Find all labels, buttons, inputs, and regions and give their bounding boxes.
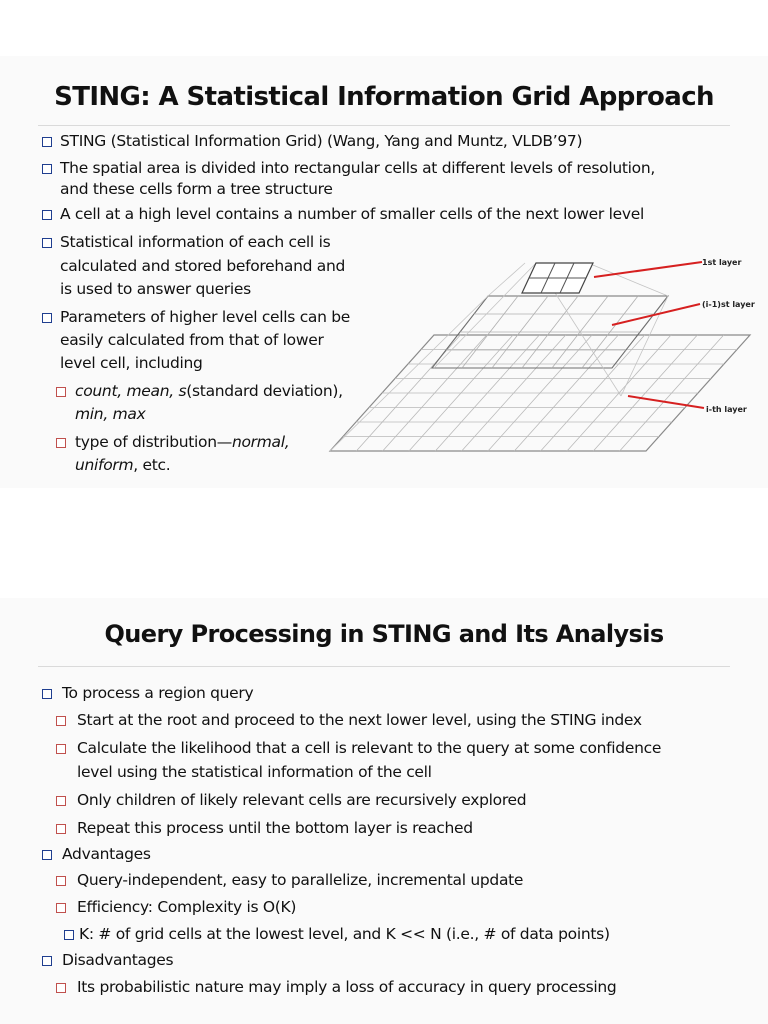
layer-connectors bbox=[330, 263, 668, 451]
bullet-continuation: easily calculated from that of lower bbox=[60, 331, 324, 349]
sub-bullet: Its probabilistic nature may imply a loss of accuracy in query processing bbox=[56, 976, 616, 999]
sub-bullet: Query-independent, easy to parallelize, incremental update bbox=[56, 869, 523, 892]
bullet: Parameters of higher level cells can be bbox=[42, 306, 350, 329]
sub-bullet-continuation: min, max bbox=[75, 405, 146, 423]
slide-title: STING: A Statistical Information Grid Approach bbox=[54, 82, 714, 112]
bullet-continuation: and these cells form a tree structure bbox=[60, 180, 333, 198]
bullet-continuation: calculated and stored beforehand and bbox=[60, 257, 346, 275]
sub-bullet: Only children of likely relevant cells are recursively explored bbox=[56, 789, 526, 812]
bullet-continuation: is used to answer queries bbox=[60, 280, 251, 298]
bullet: A cell at a high level contains a number of smaller cells of the next lower level bbox=[42, 203, 644, 226]
middle-layer-grid bbox=[432, 296, 668, 368]
label-1st-layer: 1st layer bbox=[702, 258, 742, 267]
slide-title: Query Processing in STING and Its Analysis bbox=[104, 620, 664, 648]
sub-bullet: type of distribution—normal, bbox=[56, 431, 289, 454]
pointer-1st-layer bbox=[594, 262, 702, 277]
sub-bullet: Calculate the likelihood that a cell is relevant to the query at some confidence bbox=[56, 737, 661, 760]
sub-bullet-continuation: uniform, etc. bbox=[75, 456, 171, 474]
sub-sub-bullet: K: # of grid cells at the lowest level, and K << N (i.e., # of data points) bbox=[64, 923, 610, 946]
top-layer-grid bbox=[522, 263, 593, 293]
bottom-layer-grid bbox=[330, 335, 750, 451]
bullet: Disadvantages bbox=[42, 949, 173, 972]
title-divider bbox=[38, 666, 730, 667]
sub-bullet: count, mean, s(standard deviation), bbox=[56, 380, 343, 403]
bullet: Statistical information of each cell is bbox=[42, 231, 330, 254]
bullet: To process a region query bbox=[42, 682, 253, 705]
slide-query-processing bbox=[0, 598, 768, 1024]
sub-bullet: Efficiency: Complexity is O(K) bbox=[56, 896, 296, 919]
slide-sting-overview bbox=[0, 56, 768, 488]
label-ith-layer: i-th layer bbox=[706, 405, 747, 414]
bullet: Advantages bbox=[42, 843, 151, 866]
sub-bullet: Repeat this process until the bottom layer is reached bbox=[56, 817, 473, 840]
pointer-ith-layer bbox=[628, 396, 704, 408]
bullet: The spatial area is divided into rectangular cells at different levels of resolution, bbox=[42, 157, 655, 180]
bullet: STING (Statistical Information Grid) (Wang, Yang and Muntz, VLDB’97) bbox=[42, 130, 582, 153]
sub-bullet: Start at the root and proceed to the next lower level, using the STING index bbox=[56, 709, 642, 732]
sub-bullet-continuation: level using the statistical information of the cell bbox=[77, 763, 432, 781]
bullet-continuation: level cell, including bbox=[60, 354, 203, 372]
label-mid-layer: (i-1)st layer bbox=[702, 300, 755, 309]
